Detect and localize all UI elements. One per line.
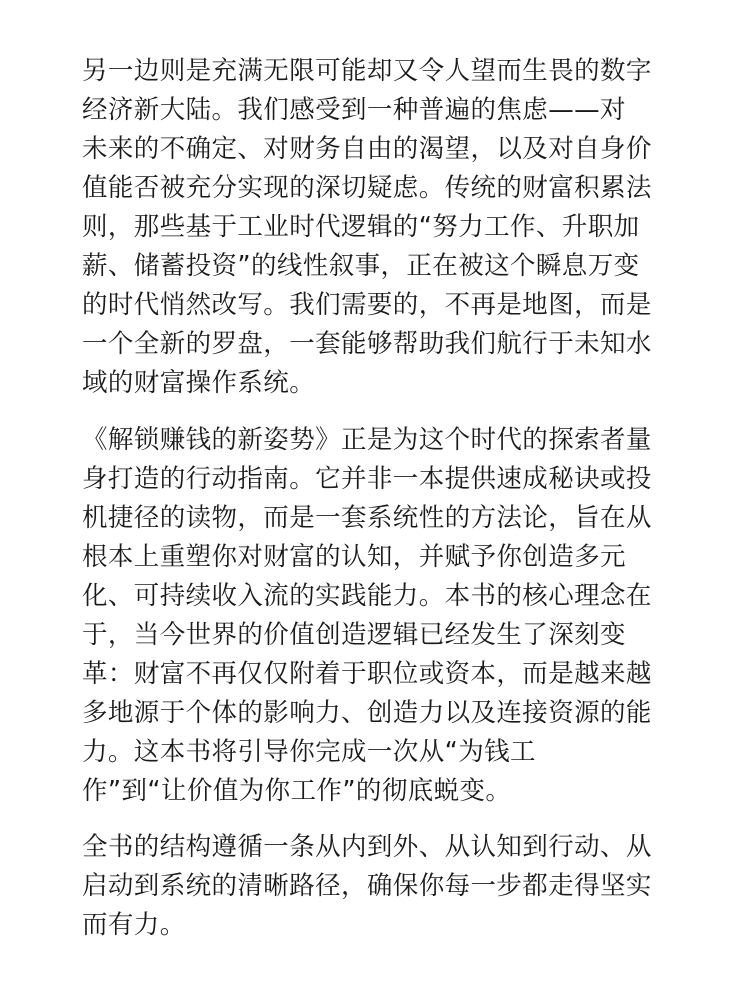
text-line: 机捷径的读物，而是一套系统性的方法论，旨在从 bbox=[82, 503, 652, 533]
text-line: 值能否被充分实现的深切疑虑。传统的财富积累法 bbox=[82, 173, 652, 203]
text-line: 经济新大陆。我们感受到一种普遍的焦虑——对 bbox=[82, 95, 626, 125]
text-line: 身打造的行动指南。它并非一本提供速成秘诀或投 bbox=[82, 464, 652, 494]
text-line: 作”到“让价值为你工作”的彻底蜕变。 bbox=[82, 776, 512, 806]
text-line: 则，那些基于工业时代逻辑的“努力工作、升职加 bbox=[82, 212, 640, 242]
text-line: 的时代悄然改写。我们需要的，不再是地图，而是 bbox=[82, 290, 652, 320]
paragraph-2 bbox=[82, 421, 682, 811]
text-line: 而有力。 bbox=[82, 910, 186, 940]
text-line: 于，当今世界的价值创造逻辑已经发生了深刻变 bbox=[82, 620, 626, 650]
text-line: 未来的不确定、对财务自由的渴望，以及对自身价 bbox=[82, 134, 652, 164]
text-line: 《解锁赚钱的新姿势》正是为这个时代的探索者量 bbox=[82, 425, 652, 455]
text-line: 域的财富操作系统。 bbox=[82, 368, 316, 398]
text-line: 力。这本书将引导你完成一次从“为钱工 bbox=[82, 737, 536, 767]
paragraph-1 bbox=[82, 52, 682, 403]
text-line: 薪、储蓄投资”的线性叙事，正在被这个瞬息万变 bbox=[82, 251, 640, 281]
text-line: 全书的结构遵循一条从内到外、从认知到行动、从 bbox=[82, 832, 652, 862]
text-line: 化、可持续收入流的实践能力。本书的核心理念在 bbox=[82, 581, 652, 611]
text-line: 一个全新的罗盘，一套能够帮助我们航行于未知水 bbox=[82, 329, 652, 359]
text-line: 革：财富不再仅仅附着于职位或资本，而是越来越 bbox=[82, 659, 652, 689]
text-line: 另一边则是充满无限可能却又令人望而生畏的数字 bbox=[82, 56, 652, 86]
paragraph-3 bbox=[82, 828, 682, 945]
text-line: 多地源于个体的影响力、创造力以及连接资源的能 bbox=[82, 698, 652, 728]
text-line: 启动到系统的清晰路径，确保你每一步都走得坚实 bbox=[82, 871, 652, 901]
text-line: 根本上重塑你对财富的认知，并赋予你创造多元 bbox=[82, 542, 626, 572]
